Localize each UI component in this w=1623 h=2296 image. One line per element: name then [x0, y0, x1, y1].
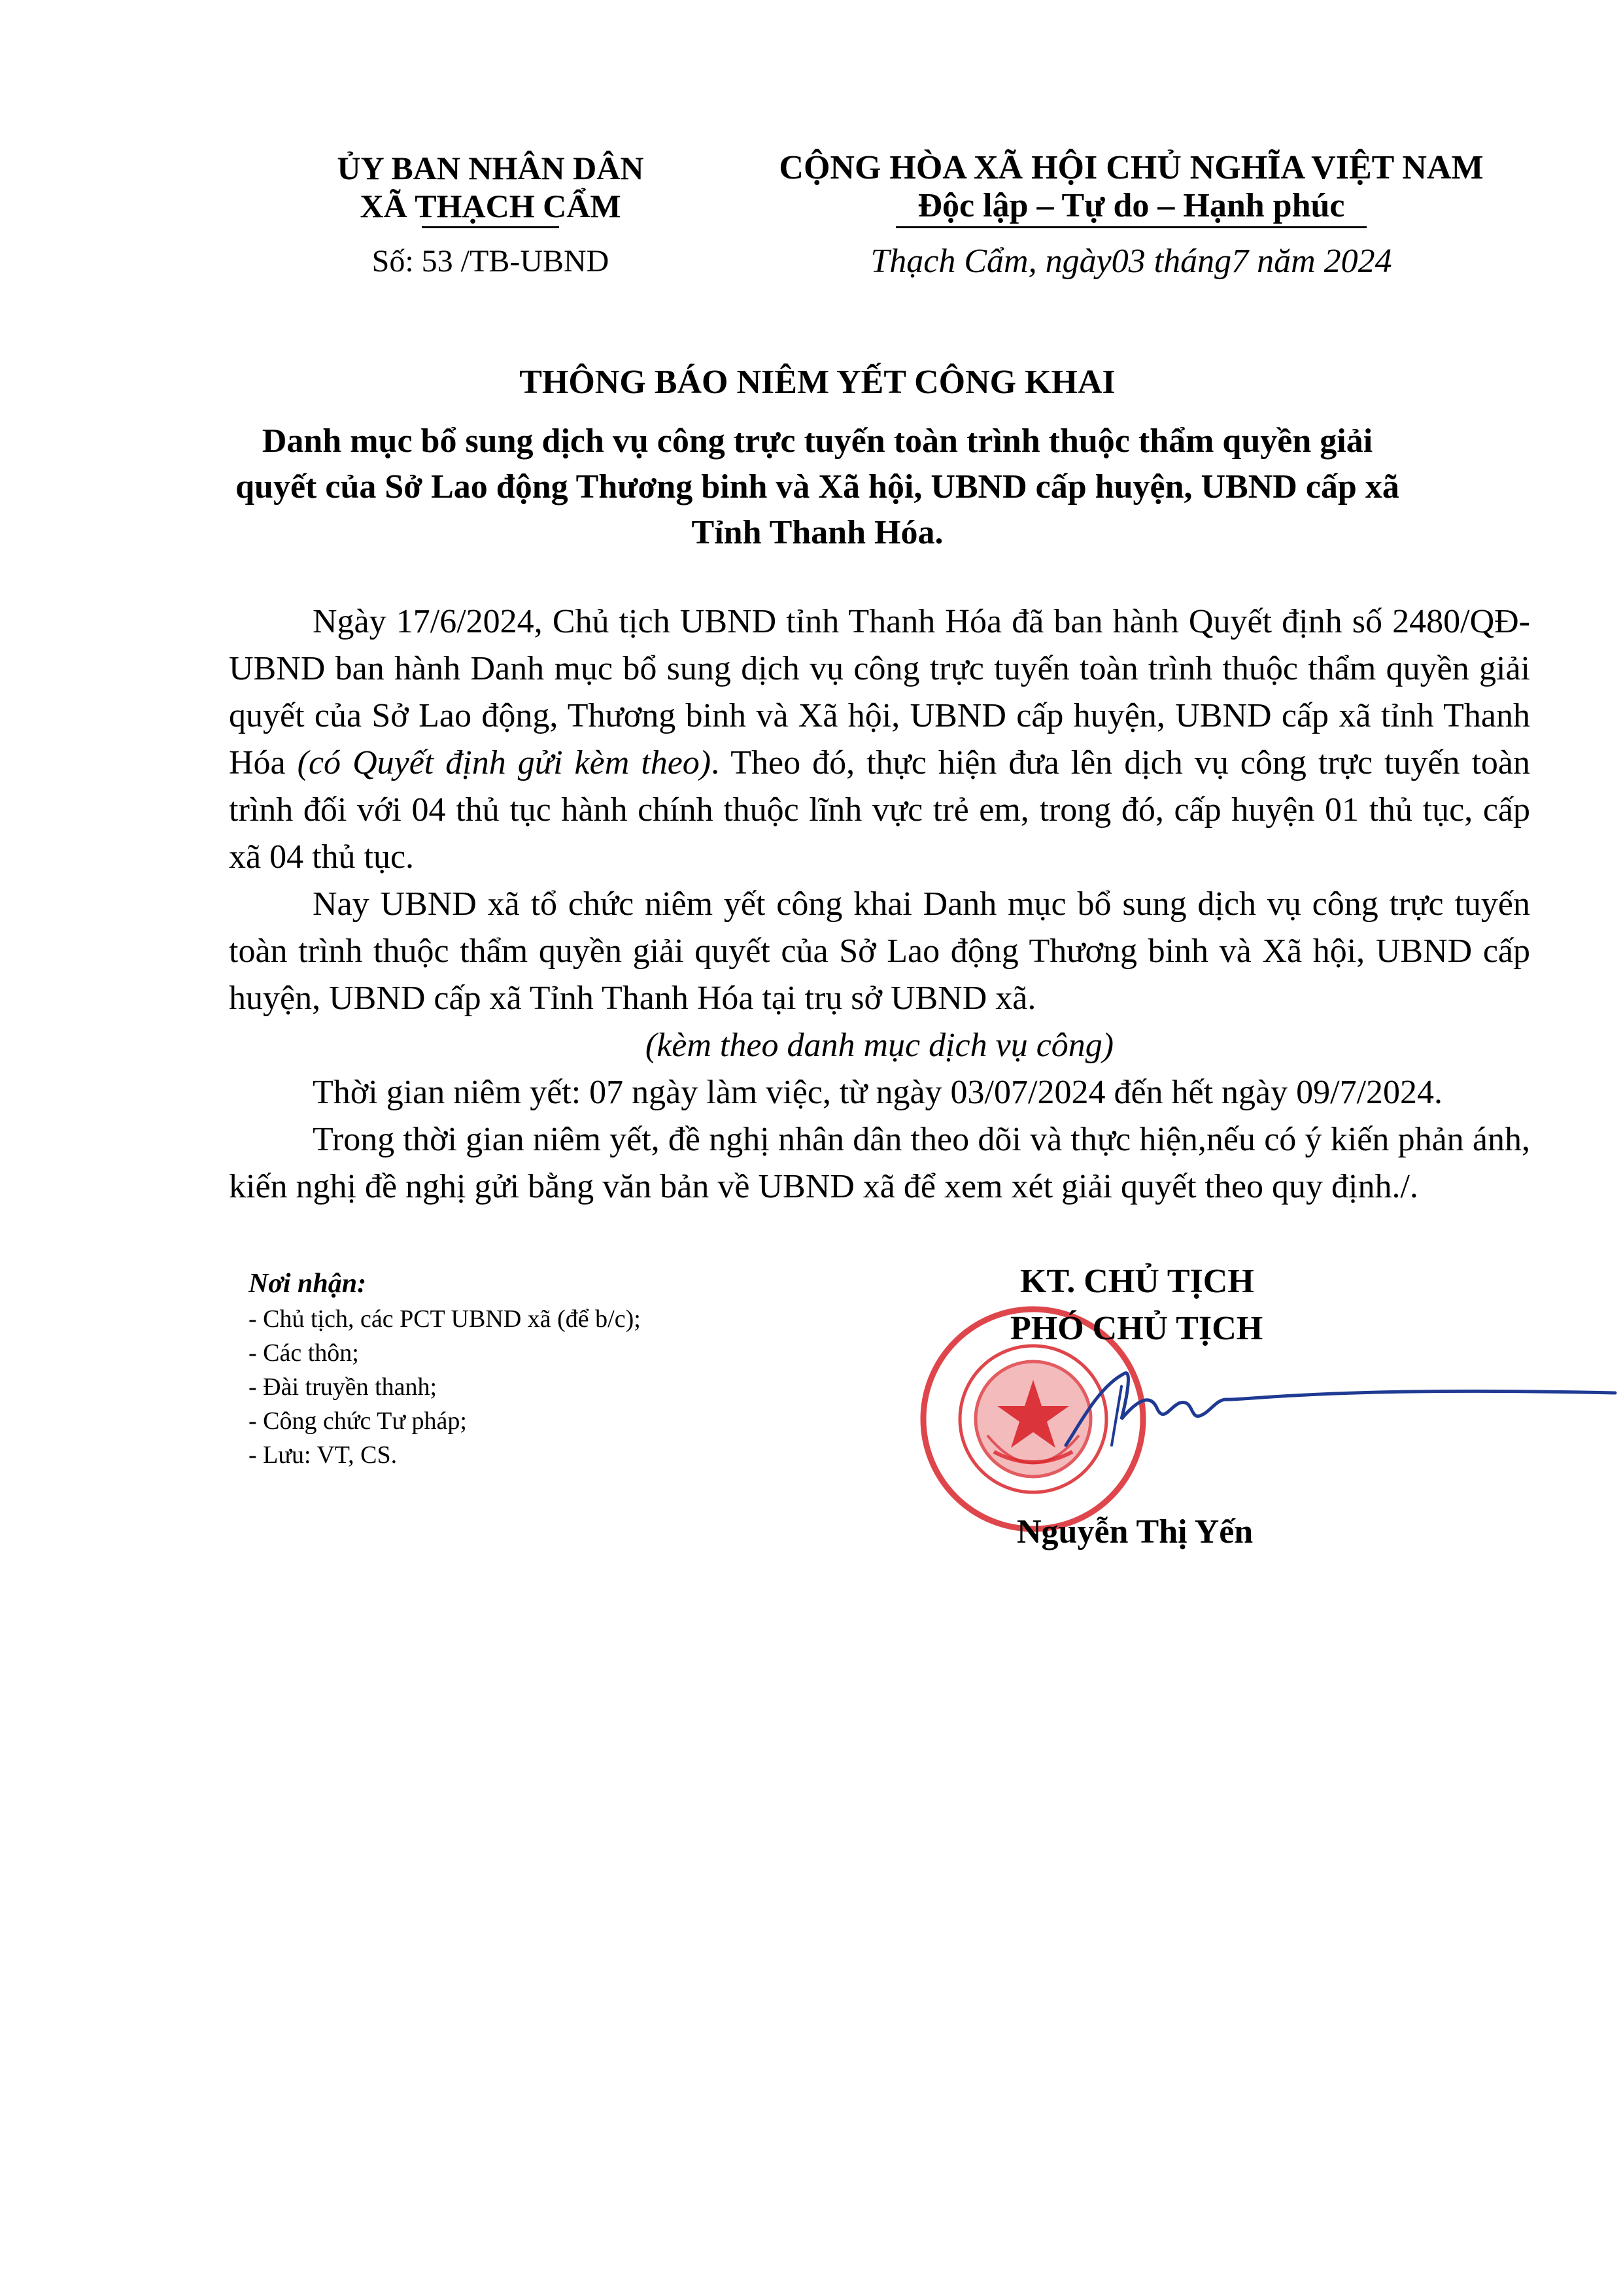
motto-line	[739, 187, 1524, 228]
paragraph-1-text-end: . Theo đó, thực hiện đưa lên dịch vụ công trực tuyến toàn trình đối với 04 thủ tục hành chính thuộc lĩnh vực trẻ em, trong đó, cấp huyện 01 thủ tục, cấp xã 04 thủ tục.	[229, 744, 1531, 876]
paragraph-1-text: Ngày 17/6/2024, Chủ tịch UBND tỉnh Thanh Hóa đã ban hành Quyết định số 2480/QĐ-UBND ban hành Danh mục bổ sung dịch vụ công trực tuyến toàn trình thuộc thẩm quyền giải quyết của Sở Lao động, Thương binh và Xã hội, UBND cấp huyện, UBND cấp xã tỉnh Thanh Hóa	[229, 603, 1530, 781]
paragraph-1	[229, 598, 1530, 881]
authority-underline	[422, 226, 559, 228]
attachment-note: (kèm theo danh mục dịch vụ công)	[645, 1027, 1114, 1064]
paragraph-feedback: Trong thời gian niêm yết, đề nghị nhân dân theo dõi và thực hiện,nếu có ý kiến phản ánh, kiến nghị đề nghị gửi bằng văn bản về UBND xã để xem xét giải quyết theo quy định./.	[229, 1121, 1530, 1205]
authority-line-2	[262, 187, 719, 228]
recipient-item: - Đài truyền thanh;	[248, 1373, 437, 1401]
handwritten-signature-icon	[1053, 1347, 1623, 1452]
recipient-item: - Công chức Tư pháp;	[248, 1407, 467, 1435]
paragraph-posting-period: Thời gian niêm yết: 07 ngày làm việc, từ ngày 03/07/2024 đến hết ngày 09/7/2024.	[313, 1074, 1443, 1111]
signature-title-secondary: PHÓ CHỦ TỊCH	[1010, 1310, 1263, 1347]
paragraph-1-attachment-note: (có Quyết định gửi kèm theo)	[297, 744, 711, 781]
recipient-item: - Các thôn;	[248, 1339, 359, 1367]
issuing-authority-block	[262, 149, 719, 281]
signer-name: Nguyễn Thị Yến	[1017, 1513, 1254, 1551]
motto: Độc lập – Tự do – Hạnh phúc	[917, 187, 1345, 224]
recipients-block	[248, 1265, 837, 1472]
authority-line-1: ỦY BAN NHÂN DÂN	[337, 150, 644, 186]
recipient-item: - Lưu: VT, CS.	[248, 1441, 398, 1469]
signature-title-primary: KT. CHỦ TỊCH	[1020, 1263, 1254, 1300]
motto-underline	[896, 226, 1367, 228]
place-and-date: Thạch Cẩm, ngày03 tháng7 năm 2024	[870, 243, 1392, 280]
notice-title: THÔNG BÁO NIÊM YẾT CÔNG KHAI	[519, 364, 1116, 401]
notice-subtitle: Danh mục bổ sung dịch vụ công trực tuyến toàn trình thuộc thẩm quyền giải quyết của Sở Lao động Thương binh và Xã hội, UBND cấp huyện, UBND cấp xã Tỉnh Thanh Hóa.	[235, 422, 1399, 551]
notice-body	[229, 598, 1530, 1210]
paragraph-2: Nay UBND xã tổ chức niêm yết công khai Danh mục bổ sung dịch vụ công trực tuyến toàn trình thuộc thẩm quyền giải quyết của Sở Lao động Thương binh và Xã hội, UBND cấp huyện, UBND cấp xã Tỉnh Thanh Hóa tại trụ sở UBND xã.	[229, 885, 1530, 1017]
document-number: Số: 53 /TB-UBND	[371, 244, 609, 279]
national-header-block	[739, 149, 1524, 281]
authority-name: XÃ THẠCH CẨM	[360, 188, 621, 224]
recipients-heading: Nơi nhận:	[248, 1269, 367, 1299]
country-name: CỘNG HÒA XÃ HỘI CHỦ NGHĨA VIỆT NAM	[779, 149, 1484, 186]
recipient-item: - Chủ tịch, các PCT UBND xã (để b/c);	[248, 1305, 641, 1333]
